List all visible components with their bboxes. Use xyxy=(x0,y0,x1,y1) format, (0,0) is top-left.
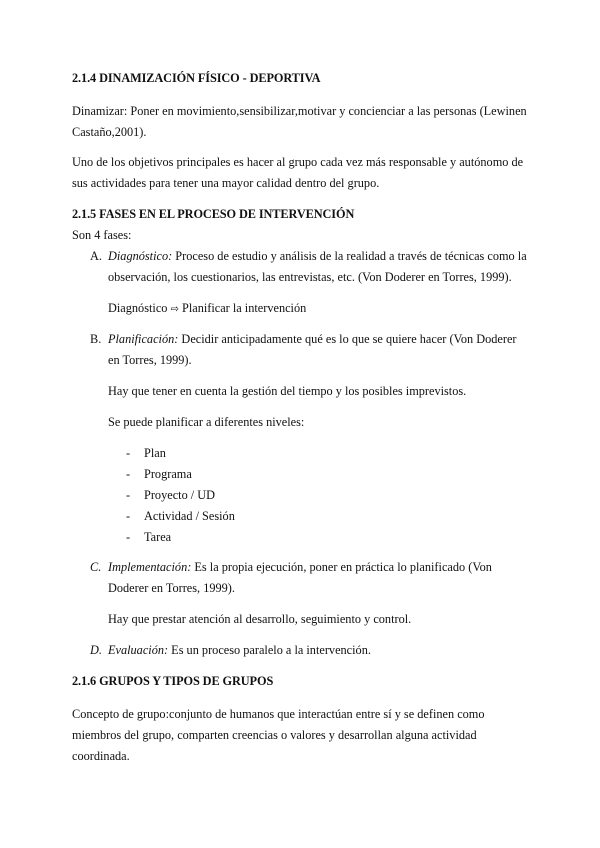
phase-description: Decidir anticipadamente qué es lo que se quiere hacer (Von Doderer en Torres, 1999). xyxy=(108,332,517,367)
level-label: Tarea xyxy=(144,530,172,544)
section-heading-2-1-4: 2.1.4 DINAMIZACIÓN FÍSICO - DEPORTIVA xyxy=(72,71,321,85)
phase-term: Planificación: xyxy=(108,332,179,346)
bullet-dash: - xyxy=(126,488,131,502)
phases-intro: Son 4 fases: xyxy=(72,228,132,242)
diag-note-left: Diagnóstico xyxy=(108,301,168,315)
phase-term: Implementación: xyxy=(108,560,192,574)
implementation-note: Hay que prestar atención al desarrollo, seguimiento y control. xyxy=(108,612,412,626)
plan-note-time: Hay que tener en cuenta la gestión del tiempo y los posibles imprevistos. xyxy=(108,384,467,398)
bullet-dash: - xyxy=(126,446,131,460)
section-heading-2-1-6: 2.1.6 GRUPOS Y TIPOS DE GRUPOS xyxy=(72,674,274,688)
phase-text xyxy=(108,329,528,371)
phase-term: Diagnóstico: xyxy=(108,249,173,263)
level-label: Programa xyxy=(144,467,192,481)
diag-note-right: Planificar la intervención xyxy=(178,301,307,315)
phase-text xyxy=(108,640,528,661)
bullet-dash: - xyxy=(126,467,131,481)
phase-description: Es la propia ejecución, poner en práctica lo planificado (Von Doderer en Torres, 1999). xyxy=(108,560,492,595)
bullet-dash: - xyxy=(126,530,131,544)
phase-marker: C. xyxy=(90,560,102,574)
level-label: Proyecto / UD xyxy=(144,488,216,502)
phase-text xyxy=(108,246,528,288)
plan-note-levels: Se puede planificar a diferentes niveles: xyxy=(108,415,305,429)
phase-marker: A. xyxy=(90,249,102,263)
phase-text xyxy=(108,557,528,599)
dinamizar-definition: Dinamizar: Poner en movimiento,sensibilizar,motivar y concienciar a las personas (Lewinen Castaño,2001). xyxy=(72,104,527,139)
section-heading-2-1-5: 2.1.5 FASES EN EL PROCESO DE INTERVENCIÓN xyxy=(72,207,355,221)
diagnostico-note xyxy=(108,298,528,320)
arrow-right-icon: ⇨ xyxy=(170,304,179,315)
phase-description: Es un proceso paralelo a la intervención. xyxy=(168,643,371,657)
phase-marker: B. xyxy=(90,332,102,346)
objective-paragraph: Uno de los objetivos principales es hacer al grupo cada vez más responsable y autónomo de sus actividades para tener una mayor calidad dentro del grupo. xyxy=(72,155,524,190)
phase-marker: D. xyxy=(90,643,102,657)
bullet-dash: - xyxy=(126,509,131,523)
phase-term: Evaluación: xyxy=(108,643,169,657)
group-concept-paragraph: Concepto de grupo:conjunto de humanos que interactúan entre sí y se definen como miembros del grupo, comparten creencias o valores y desarrollan alguna actividad coordinada. xyxy=(72,707,485,763)
level-label: Plan xyxy=(144,446,166,460)
phase-description: Proceso de estudio y análisis de la realidad a través de técnicas como la observación, los cuestionarios, las entrevistas, etc. (Von Doderer en Torres, 1999). xyxy=(108,249,527,284)
level-label: Actividad / Sesión xyxy=(144,509,235,523)
